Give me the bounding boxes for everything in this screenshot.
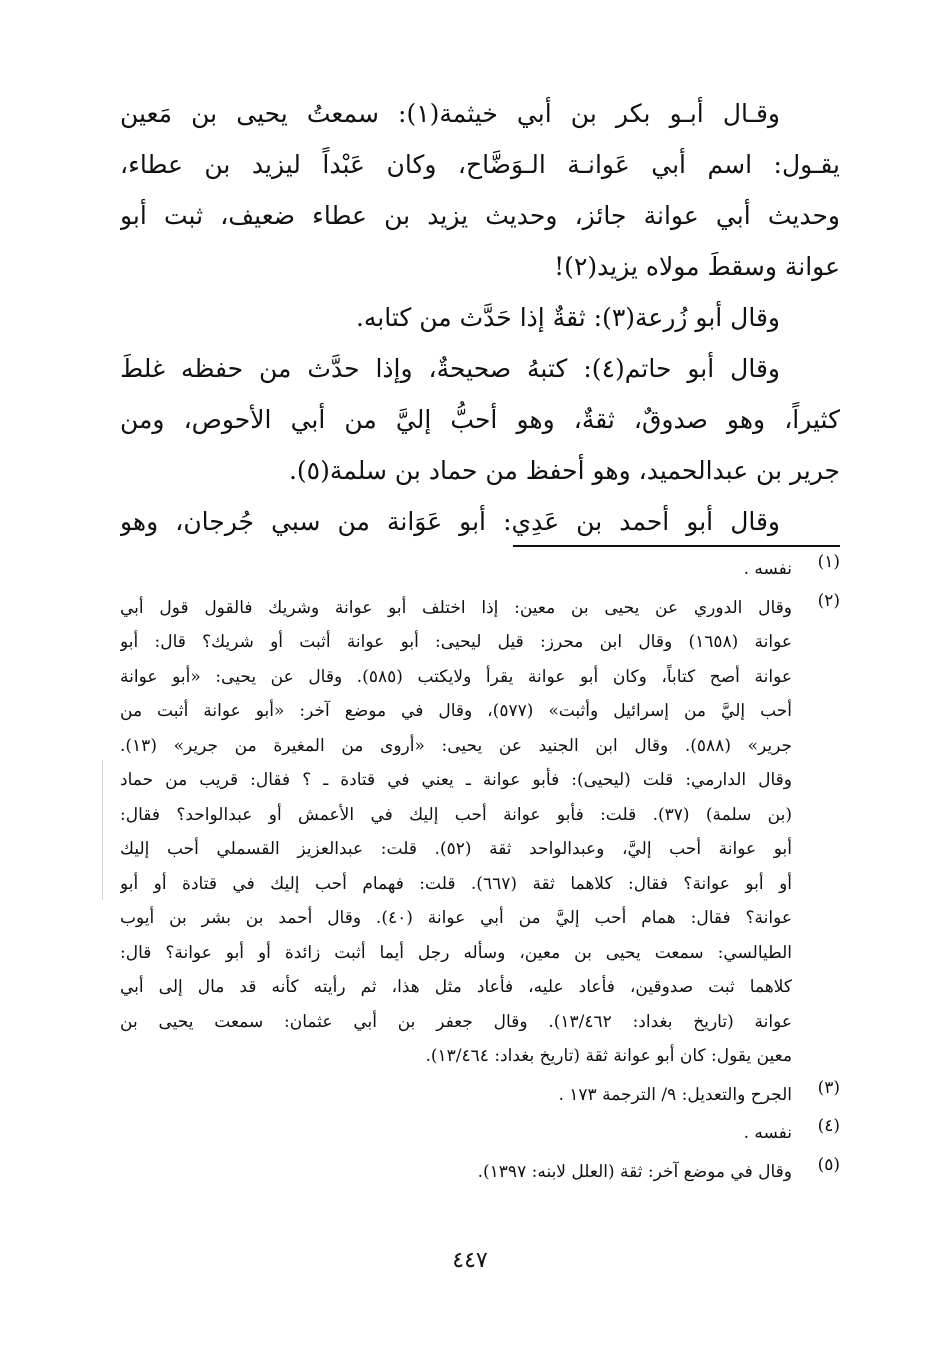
- main-text-line: جرير بن عبدالحميد، وهو أحفظ من حماد بن سلمة(٥).: [288, 456, 840, 485]
- main-text-line: وقال أبو زُرعة(٣): ثقةٌ إذا حَدَّث من كتابه.: [355, 303, 780, 332]
- main-text-line: وقال أبو حاتم(٤): كتبهُ صحيحةٌ، وإذا حدَّث من حفظه غلطَ: [120, 354, 780, 383]
- footnote-line: أبو عوانة أحب إليَّ، وعبدالواحد ثقة (٥٢). قلت: عبدالعزيز القسملي أحب إليك: [120, 839, 792, 859]
- footnote-line: معين يقول: كان أبو عوانة ثقة (تاريخ بغداد: ١٣/٤٦٤).: [425, 1046, 792, 1066]
- footnote-line: أحب إليَّ من إسرائيل وأثبت» (٥٧٧)، وقال في موضع آخر: «أبو عوانة أثبت من: [120, 701, 792, 721]
- footnote-5: [120, 1155, 840, 1190]
- page-number: ٤٤٧: [452, 1248, 488, 1273]
- footnote-line: عوانة (تاريخ بغداد: ١٣/٤٦٢). وقال جعفر بن أبي عثمان: سمعت يحيى بن: [120, 1011, 792, 1032]
- footnote-2: [120, 591, 840, 1074]
- footnote-line: عوانة (١٦٥٨) وقال ابن محرز: قيل ليحيى: أبو عوانة أثبت أو شريك؟ قال: أبو: [120, 632, 792, 652]
- footnote-line: نفسه .: [743, 559, 792, 579]
- footnote-separator: [513, 545, 840, 547]
- main-text-line: وقال أبو أحمد بن عَدِي: أبو عَوَانة من سبي جُرجان، وهو: [120, 507, 780, 536]
- footnote-line: (بن سلمة) (٣٧). قلت: فأبو عوانة أحب إليك في الأعمش أو عبدالواحد؟ فقال:: [120, 804, 792, 825]
- footnote-number: (١): [817, 552, 840, 572]
- main-text-block: [120, 88, 840, 547]
- footnote-line: أو أبو عوانة؟ فقال: كلاهما ثقة (٦٦٧). قلت: فهمام أحب إليك في قتادة أو أبو: [120, 873, 792, 894]
- footnote-line: الطيالسي: سمعت يحيى بن معين، وسأله رجل أيما أثبت زائدة أو أبو عوانة؟ قال:: [120, 942, 792, 963]
- footnote-line: وقال الدوري عن يحيى بن معين: إذا اختلف أبو عوانة وشريك فالقول قول أبي: [120, 597, 792, 618]
- footnote-number: (٤): [817, 1116, 840, 1136]
- footnotes-block: [120, 552, 840, 1189]
- footnote-3: [120, 1078, 840, 1113]
- scan-edge-mark: [102, 760, 103, 900]
- footnote-1: [120, 552, 840, 587]
- footnote-line: وقال الدارمي: قلت (ليحيى): فأبو عوانة ـ يعني في قتادة ـ ؟ فقال: قريب من حماد: [120, 770, 792, 790]
- footnote-line: جرير» (٥٨٨). وقال ابن الجنيد عن يحيى: «أروى من المغيرة من جرير» (١٣).: [120, 735, 792, 756]
- footnote-line: الجرح والتعديل: ٩/ الترجمة ١٧٣ .: [558, 1084, 792, 1105]
- footnote-number: (٢): [817, 590, 840, 611]
- footnote-line: نفسه .: [743, 1123, 792, 1143]
- main-text-line: كثيراً، وهو صدوقٌ، ثقةٌ، وهو أحبُّ إليَّ من أبي الأحوص، ومن: [120, 405, 840, 434]
- footnote-number: (٣): [817, 1077, 840, 1098]
- footnote-4: [120, 1116, 840, 1151]
- footnote-number: (٥): [817, 1154, 840, 1175]
- footnote-line: عوانة؟ فقال: همام أحب إليَّ من أبي عوانة (٤٠). وقال أحمد بن بشر بن أيوب: [120, 908, 792, 928]
- footnote-line: عوانة أصح كتاباً، وكان أبو عوانة يقرأ ولايكتب (٥٨٥). وقال عن يحيى: «أبو عوانة: [120, 666, 792, 687]
- footnote-line: كلاهما ثبت صدوقين، فأعاد عليه، فأعاد مثل هذا، ثم رأيته كأنه قد مال إلى أبي: [120, 977, 792, 997]
- main-text-line: عوانة وسقطَ مولاه يزيد(٢)!: [554, 252, 840, 281]
- footnote-line: وقال في موضع آخر: ثقة (العلل لابنه: ١٣٩٧).: [477, 1161, 792, 1182]
- main-text-line: يقـول: اسم أبي عَوانـة الـوَضَّاح، وكان عَبْداً ليزيد بن عطاء،: [120, 150, 840, 179]
- main-text-line: وحديث أبي عوانة جائز، وحديث يزيد بن عطاء ضعيف، ثبت أبو: [120, 201, 840, 230]
- main-text-line: وقـال أبـو بكر بن أبي خيثمة(١): سمعتُ يحيى بن مَعين: [120, 99, 780, 128]
